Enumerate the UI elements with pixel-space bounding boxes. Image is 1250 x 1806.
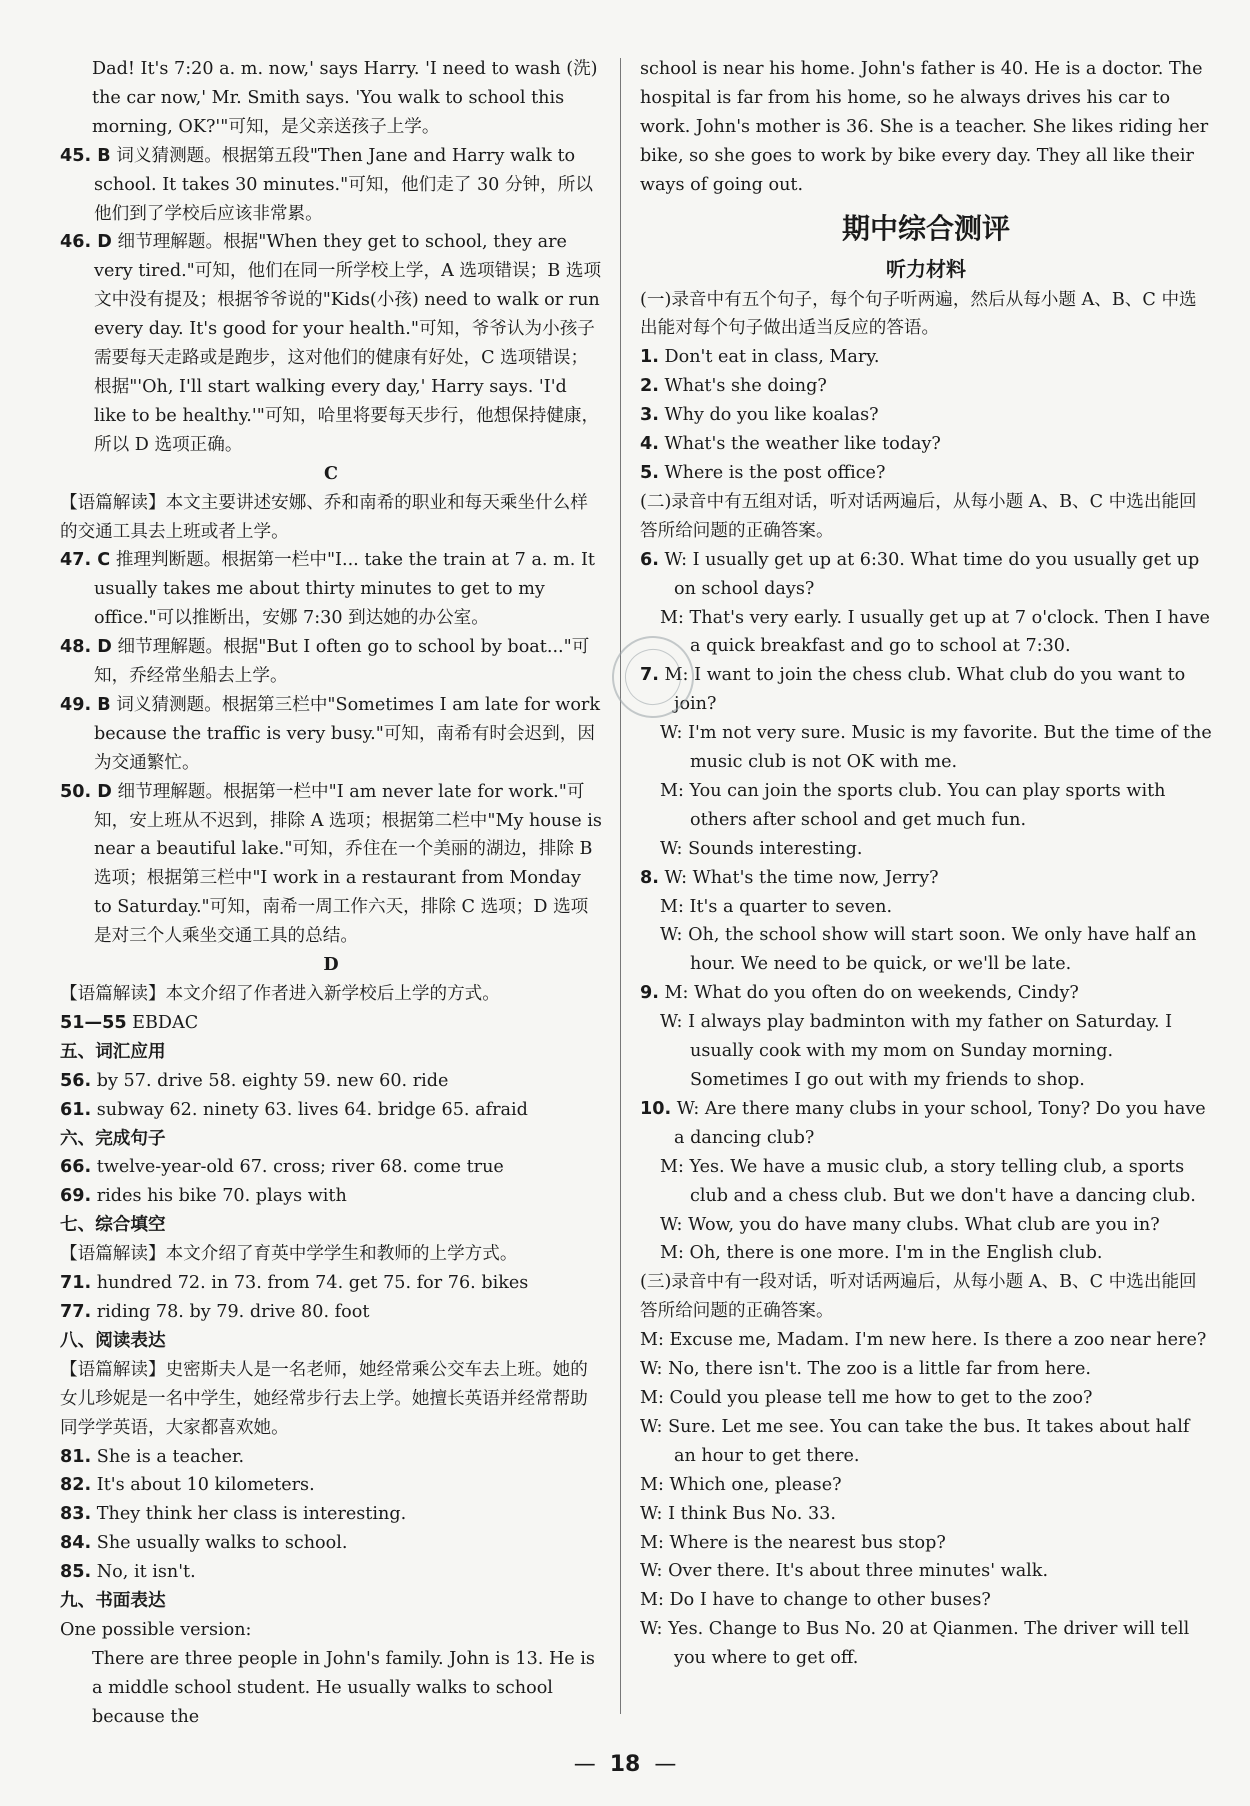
line-text: There are three people in John's family. John is 13. He is a middle school student. He usually walks to school because the <box>92 1648 595 1727</box>
item-number: 9. <box>640 983 659 1004</box>
line-text: W: Sounds interesting. <box>660 838 863 859</box>
item-number: 10. <box>640 1098 672 1119</box>
item-number: 85. <box>60 1562 92 1583</box>
line-text: 期中综合测评 <box>841 211 1010 245</box>
right-column-line <box>640 1529 1212 1558</box>
left-column-line <box>60 55 602 142</box>
line-text: They think her class is interesting. <box>96 1504 407 1525</box>
line-text: What's the weather like today? <box>664 434 941 455</box>
item-number: 47. C <box>60 550 111 571</box>
right-column-line <box>640 459 1212 488</box>
left-column <box>60 55 602 1727</box>
left-column-line <box>60 1356 602 1443</box>
right-column-line <box>640 1413 1212 1471</box>
right-column <box>640 55 1212 1714</box>
right-column-line <box>640 343 1212 372</box>
line-text: M: Where is the nearest bus stop? <box>640 1532 946 1553</box>
line-text: 七、综合填空 <box>60 1215 166 1236</box>
line-text: 【语篇解读】本文主要讲述安娜、乔和南希的职业和每天乘坐什么样的交通工具去上班或者上学。 <box>60 492 588 542</box>
line-text: W: Are there many clubs in your school, Tony? Do you have a dancing club? <box>674 1098 1206 1148</box>
line-text: 听力材料 <box>886 256 966 281</box>
left-column-line <box>60 1153 602 1182</box>
right-column-line <box>640 401 1212 430</box>
line-text: riding 78. by 79. drive 80. foot <box>96 1301 370 1322</box>
left-column-line <box>60 691 602 778</box>
right-column-line <box>640 1008 1212 1095</box>
right-column-line <box>640 1153 1212 1211</box>
line-text: EBDAC <box>132 1012 199 1033</box>
right-column-line <box>640 286 1212 344</box>
left-column-line <box>60 489 602 547</box>
left-column-line <box>60 1125 602 1154</box>
item-number: 51—55 <box>60 1012 127 1033</box>
left-column-line <box>60 1529 602 1558</box>
line-text: She usually walks to school. <box>96 1533 348 1554</box>
item-number: 4. <box>640 434 659 455</box>
page-number <box>0 1752 1250 1777</box>
column-divider <box>620 58 621 1714</box>
right-column-line <box>640 835 1212 864</box>
line-text: M: Which one, please? <box>640 1474 842 1495</box>
line-text: No, it isn't. <box>96 1562 196 1583</box>
left-column-line <box>60 1616 602 1645</box>
right-column-line <box>640 488 1212 546</box>
line-text: 【语篇解读】本文介绍了育英中学学生和教师的上学方式。 <box>60 1244 518 1265</box>
right-column-line <box>640 546 1212 604</box>
line-text: One possible version: <box>60 1619 252 1640</box>
line-text: 八、阅读表达 <box>60 1330 166 1351</box>
left-column-line <box>60 1443 602 1472</box>
left-column-line <box>60 228 602 459</box>
right-column-line <box>640 979 1212 1008</box>
line-text: M: That's very early. I usually get up at 7 o'clock. Then I have a quick breakfast and go to school at 7:30. <box>660 607 1210 657</box>
line-text: W: Wow, you do have many clubs. What club are you in? <box>660 1214 1160 1235</box>
right-column-line <box>640 430 1212 459</box>
left-column-line <box>60 1587 602 1616</box>
line-text: 细节理解题。根据"When they get to school, they are very tired."可知，他们在同一所学校上学，A 选项错误；B 选项文中没有提及；根据爷爷说的"Kids(小孩) need to walk or run every day. It's good for your health."可知，爷爷认为小孩子需要每天走路或是跑步，这对他们的健康有好处，C 选项错误；根据"'Oh, I'll start walking every day,' Harry says. 'I'd like to be healthy.'"可知，哈里将要每天步行，他想保持健康，所以 D 选项正确。 <box>94 232 602 455</box>
left-column-line <box>60 1645 602 1732</box>
left-column-line <box>60 1471 602 1500</box>
line-text: W: I'm not very sure. Music is my favorite. But the time of the music club is not OK with me. <box>660 723 1212 773</box>
item-number: 69. <box>60 1186 92 1207</box>
right-column-line <box>640 1586 1212 1615</box>
left-column-line <box>60 1269 602 1298</box>
right-column-line <box>640 719 1212 777</box>
item-number: 7. <box>640 665 659 686</box>
right-column-line <box>640 1500 1212 1529</box>
line-text: (三)录音中有一段对话，听对话两遍后，从每小题 A、B、C 中选出能回答所给问题的正确答案。 <box>640 1272 1197 1322</box>
line-text: 【语篇解读】本文介绍了作者进入新学校后上学的方式。 <box>60 984 500 1004</box>
page-number-value: 18 <box>609 1752 641 1777</box>
right-column-line <box>640 252 1212 286</box>
line-text: W: What's the time now, Jerry? <box>664 867 939 888</box>
right-column-line <box>640 1268 1212 1326</box>
item-number: 6. <box>640 549 659 570</box>
line-text: M: You can join the sports club. You can play sports with others after school and get much fun. <box>660 780 1166 830</box>
left-column-line <box>60 1067 602 1096</box>
item-number: 84. <box>60 1533 92 1554</box>
line-text: W: I always play badminton with my father on Saturday. I usually cook with my mom on Sunday morning. Sometimes I go out with my friends to shop. <box>660 1012 1173 1090</box>
line-text: M: Excuse me, Madam. I'm new here. Is there a zoo near here? <box>640 1330 1207 1351</box>
right-column-line <box>640 1211 1212 1240</box>
left-column-line <box>60 778 602 951</box>
right-column-line <box>640 55 1212 200</box>
line-text: 词义猜测题。根据第三栏中"Sometimes I am late for work because the traffic is very busy."可知，南希有时会迟到，因为交通繁忙。 <box>94 694 600 773</box>
line-text: Why do you like koalas? <box>664 405 879 426</box>
right-column-line <box>640 661 1212 719</box>
right-column-line <box>640 372 1212 401</box>
line-text: hundred 72. in 73. from 74. get 75. for 76. bikes <box>96 1273 529 1294</box>
left-column-line <box>60 460 602 489</box>
line-text: M: Do I have to change to other buses? <box>640 1590 991 1611</box>
line-text: C <box>323 462 338 484</box>
left-column-line <box>60 1240 602 1269</box>
line-text: M: Could you please tell me how to get to the zoo? <box>640 1387 1093 1408</box>
left-column-line <box>60 1558 602 1587</box>
line-text: M: Yes. We have a music club, a story telling club, a sports club and a chess club. But we don't have a dancing club. <box>660 1156 1196 1206</box>
item-number: 45. B <box>60 145 111 166</box>
item-number: 3. <box>640 405 659 426</box>
line-text: Where is the post office? <box>664 462 886 483</box>
left-column-line <box>60 1327 602 1356</box>
right-column-line <box>640 1095 1212 1153</box>
line-text: 【语篇解读】史密斯夫人是一名老师，她经常乘公交车去上班。她的女儿珍妮是一名中学生，她经常步行去上学。她擅长英语并经常帮助同学学英语，大家都喜欢她。 <box>60 1359 588 1438</box>
line-text: She is a teacher. <box>96 1446 245 1467</box>
left-column-line <box>60 633 602 691</box>
line-text: It's about 10 kilometers. <box>96 1475 315 1496</box>
right-column-line <box>640 777 1212 835</box>
line-text: W: I think Bus No. 33. <box>640 1503 836 1524</box>
line-text: What's she doing? <box>664 376 827 397</box>
item-number: 2. <box>640 376 659 397</box>
right-column-line <box>640 1615 1212 1673</box>
line-text: by 57. drive 58. eighty 59. new 60. ride <box>96 1070 449 1091</box>
item-number: 5. <box>640 462 659 483</box>
line-text: 六、完成句子 <box>60 1128 166 1149</box>
left-column-line <box>60 1038 602 1067</box>
line-text: (一)录音中有五个句子，每个句子听两遍，然后从每小题 A、B、C 中选出能对每个句子做出适当反应的答语。 <box>640 289 1197 339</box>
left-column-line <box>60 1298 602 1327</box>
line-text: M: Oh, there is one more. I'm in the English club. <box>660 1243 1103 1264</box>
right-column-line <box>640 921 1212 979</box>
left-column-line <box>60 142 602 229</box>
item-number: 49. B <box>60 694 111 715</box>
item-number: 83. <box>60 1504 92 1525</box>
left-column-line <box>60 951 602 980</box>
line-text: 九、书面表达 <box>60 1591 166 1612</box>
line-text: M: What do you often do on weekends, Cindy? <box>664 983 1079 1004</box>
page-number-dash-left: — <box>573 1752 596 1777</box>
line-text: W: Oh, the school show will start soon. We only have half an hour. We need to be quick, or we'll be late. <box>660 925 1197 975</box>
left-column-line <box>60 546 602 633</box>
right-column-line <box>640 1326 1212 1355</box>
line-text: W: Yes. Change to Bus No. 20 at Qianmen. The driver will tell you where to get off. <box>640 1619 1190 1669</box>
right-column-line <box>640 1355 1212 1384</box>
left-column-line <box>60 1182 602 1211</box>
line-text: W: Sure. Let me see. You can take the bus. It takes about half an hour to get there. <box>640 1416 1190 1466</box>
line-text: W: Over there. It's about three minutes' walk. <box>640 1561 1049 1582</box>
item-number: 82. <box>60 1475 92 1496</box>
item-number: 48. D <box>60 637 112 658</box>
item-number: 46. D <box>60 232 112 253</box>
line-text: (二)录音中有五组对话，听对话两遍后，从每小题 A、B、C 中选出能回答所给问题的正确答案。 <box>640 491 1197 541</box>
page-number-dash-right: — <box>654 1752 677 1777</box>
line-text: rides his bike 70. plays with <box>96 1186 347 1207</box>
line-text: Dad! It's 7:20 a. m. now,' says Harry. 'I need to wash (洗) the car now,' Mr. Smith says. 'You walk to school this morning, OK?'"可知，是父亲送孩子上学。 <box>92 59 598 137</box>
item-number: 8. <box>640 867 659 888</box>
right-column-line <box>640 206 1212 252</box>
right-column-line <box>640 893 1212 922</box>
line-text: M: I want to join the chess club. What club do you want to join? <box>664 665 1186 715</box>
right-column-line <box>640 864 1212 893</box>
right-column-line <box>640 1557 1212 1586</box>
item-number: 50. D <box>60 781 112 802</box>
left-column-line <box>60 980 602 1009</box>
line-text: 词义猜测题。根据第五段"Then Jane and Harry walk to school. It takes 30 minutes."可知，他们走了 30 分钟，所以他们到了学校后应该非常累。 <box>94 145 593 224</box>
item-number: 1. <box>640 347 659 368</box>
right-column-line <box>640 1471 1212 1500</box>
line-text: school is near his home. John's father is 40. He is a doctor. The hospital is far from his home, so he always drives his car to work. John's mother is 36. She is a teacher. She likes riding her bike, so she goes to work by bike every day. They all like their ways of going out. <box>640 59 1209 195</box>
item-number: 56. <box>60 1070 92 1091</box>
left-column-line <box>60 1096 602 1125</box>
line-text: twelve-year-old 67. cross; river 68. come true <box>96 1157 504 1178</box>
line-text: 推理判断题。根据第一栏中"I... take the train at 7 a. m. It usually takes me about thirty minutes to get to my office."可以推断出，安娜 7:30 到达她的办公室。 <box>94 550 596 629</box>
item-number: 81. <box>60 1446 92 1467</box>
line-text: D <box>323 954 339 976</box>
right-column-line <box>640 604 1212 662</box>
line-text: W: I usually get up at 6:30. What time do you usually get up on school days? <box>664 549 1200 599</box>
item-number: 61. <box>60 1099 92 1120</box>
right-column-line <box>640 1239 1212 1268</box>
line-text: Don't eat in class, Mary. <box>664 347 880 368</box>
left-column-line <box>60 1500 602 1529</box>
left-column-line <box>60 1211 602 1240</box>
line-text: W: No, there isn't. The zoo is a little far from here. <box>640 1359 1091 1380</box>
line-text: 细节理解题。根据第一栏中"I am never late for work."可知，安上班从不迟到，排除 A 选项；根据第二栏中"My house is near a beautiful lake."可知，乔住在一个美丽的湖边，排除 B 选项；根据第三栏中"I work in a restaurant from Monday to Saturday."可知，南希一周工作六天，排除 C 选项；D 选项是对三个人乘坐交通工具的总结。 <box>94 781 602 947</box>
item-number: 66. <box>60 1157 92 1178</box>
left-column-line <box>60 1009 602 1038</box>
line-text: M: It's a quarter to seven. <box>660 896 893 917</box>
item-number: 71. <box>60 1273 92 1294</box>
item-number: 77. <box>60 1301 92 1322</box>
line-text: 五、词汇应用 <box>60 1041 166 1062</box>
line-text: 细节理解题。根据"But I often go to school by boat..."可知，乔经常坐船去上学。 <box>94 637 590 687</box>
right-column-line <box>640 1384 1212 1413</box>
line-text: subway 62. ninety 63. lives 64. bridge 65. afraid <box>96 1099 528 1120</box>
